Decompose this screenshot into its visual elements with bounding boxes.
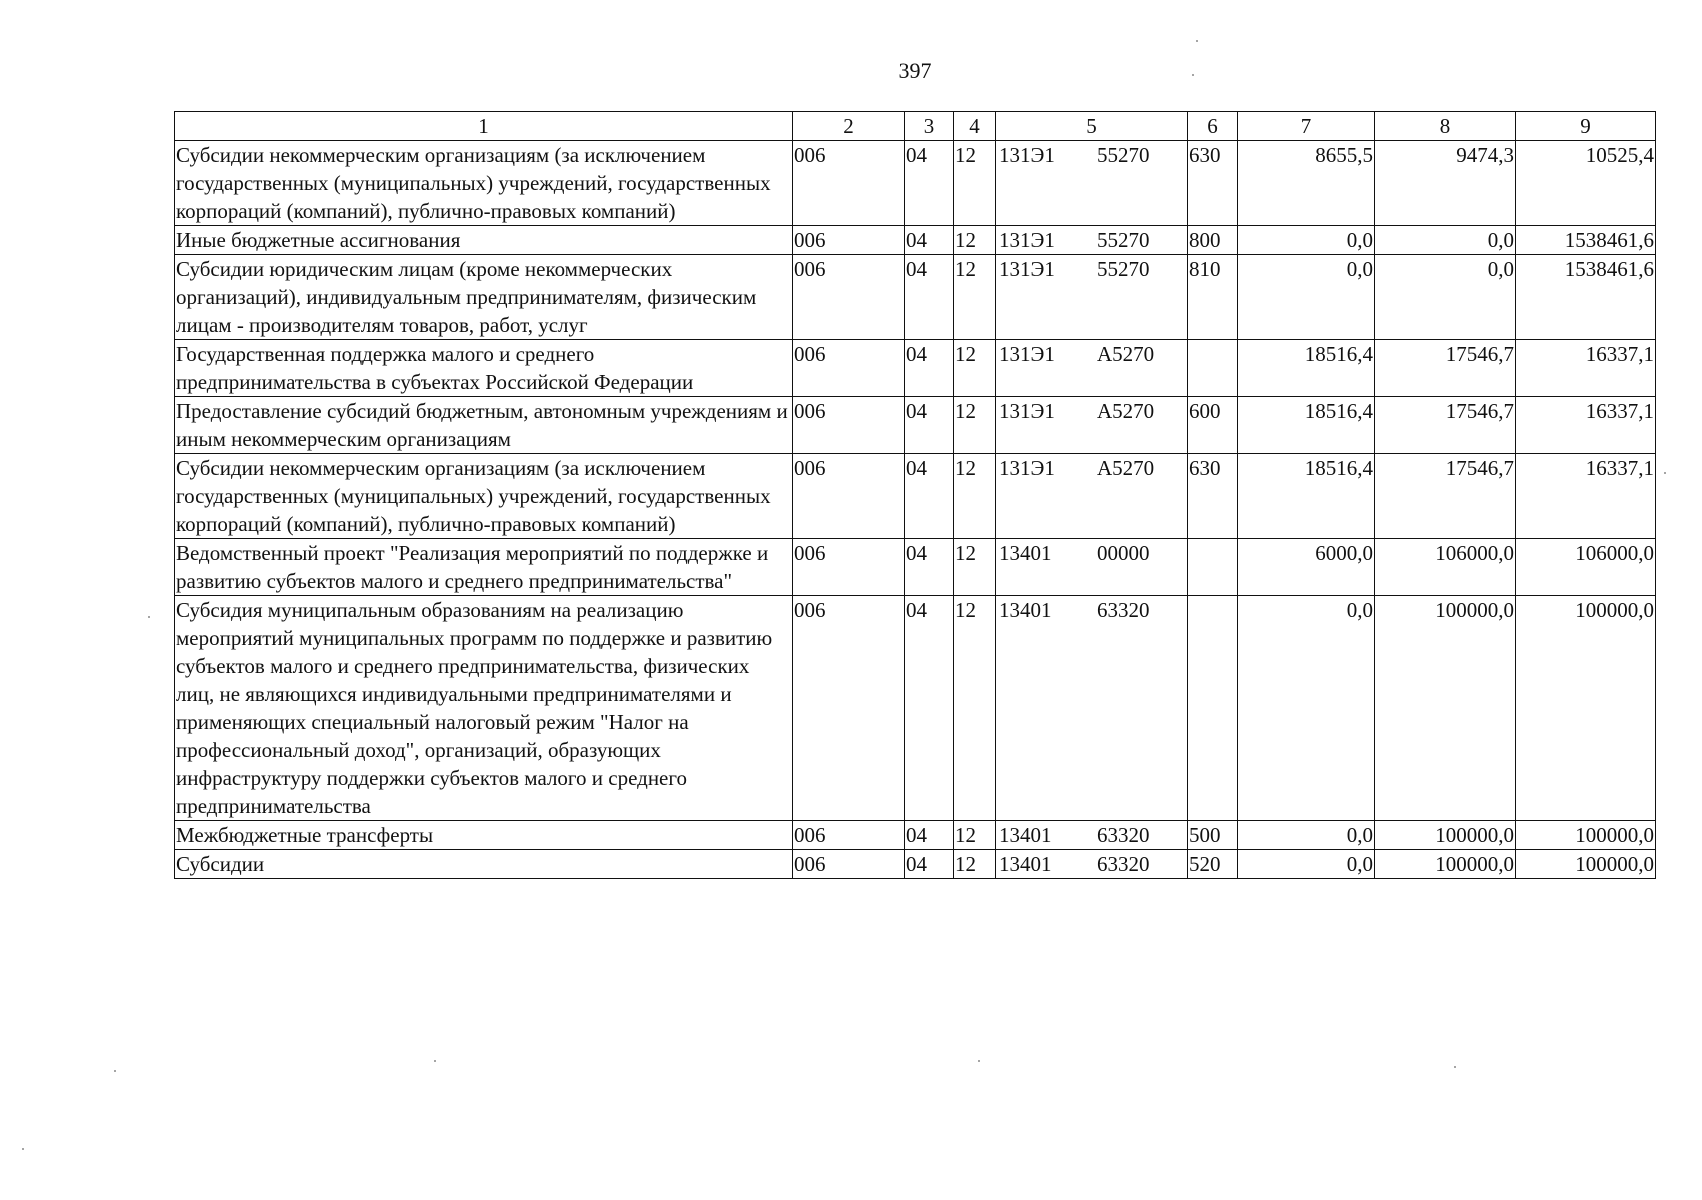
amount-year-1: 8655,5	[1238, 141, 1375, 226]
scan-speck	[148, 616, 150, 618]
amount-year-1: 18516,4	[1238, 340, 1375, 397]
amount-year-2: 9474,3	[1375, 141, 1516, 226]
target-article-code	[996, 454, 1188, 539]
target-article-program: 131Э1	[999, 143, 1055, 167]
table-row	[175, 141, 1656, 226]
expense-type-code	[1188, 340, 1238, 397]
subsection-code: 12	[954, 397, 996, 454]
header-cell-2: 2	[793, 112, 905, 141]
target-article-direction: A5270	[1097, 399, 1155, 423]
expense-type-code	[1188, 596, 1238, 821]
ministry-code: 006	[793, 255, 905, 340]
expense-type-code: 810	[1188, 255, 1238, 340]
amount-year-1: 0,0	[1238, 226, 1375, 255]
scan-speck	[1664, 472, 1666, 474]
section-code: 04	[905, 821, 954, 850]
subsection-code: 12	[954, 454, 996, 539]
table-row	[175, 539, 1656, 596]
subsection-code: 12	[954, 850, 996, 879]
amount-year-1: 18516,4	[1238, 454, 1375, 539]
amount-year-2: 106000,0	[1375, 539, 1516, 596]
expense-type-code	[1188, 539, 1238, 596]
section-code: 04	[905, 340, 954, 397]
row-name: Субсидии юридическим лицам (кроме некоммерческих организаций), индивидуальным предпринимателям, физическим лицам - производителям товаров, работ, услуг	[175, 255, 793, 340]
target-article-program: 13401	[999, 823, 1052, 847]
target-article-direction: A5270	[1097, 456, 1155, 480]
target-article-program: 13401	[999, 598, 1052, 622]
target-article-code	[996, 397, 1188, 454]
scan-speck	[22, 1148, 24, 1150]
target-article-direction: 55270	[1097, 143, 1150, 167]
header-cell-7: 7	[1238, 112, 1375, 141]
table-row	[175, 397, 1656, 454]
section-code: 04	[905, 255, 954, 340]
expense-type-code: 800	[1188, 226, 1238, 255]
amount-year-3: 100000,0	[1516, 850, 1656, 879]
amount-year-1: 18516,4	[1238, 397, 1375, 454]
target-article-program: 131Э1	[999, 342, 1055, 366]
row-name: Субсидии некоммерческим организациям (за исключением государственных (муниципальных) учреждений, государственных корпораций (компаний), публично-правовых компаний)	[175, 141, 793, 226]
ministry-code: 006	[793, 141, 905, 226]
target-article-program: 131Э1	[999, 399, 1055, 423]
row-name: Иные бюджетные ассигнования	[175, 226, 793, 255]
amount-year-2: 0,0	[1375, 226, 1516, 255]
subsection-code: 12	[954, 340, 996, 397]
amount-year-3: 100000,0	[1516, 821, 1656, 850]
target-article-program: 131Э1	[999, 228, 1055, 252]
target-article-direction: 55270	[1097, 228, 1150, 252]
target-article-direction: A5270	[1097, 342, 1155, 366]
amount-year-3: 16337,1	[1516, 340, 1656, 397]
header-row	[175, 112, 1656, 141]
scan-speck	[1192, 74, 1194, 76]
amount-year-3: 1538461,6	[1516, 255, 1656, 340]
target-article-program: 131Э1	[999, 257, 1055, 281]
ministry-code: 006	[793, 821, 905, 850]
subsection-code: 12	[954, 226, 996, 255]
section-code: 04	[905, 226, 954, 255]
amount-year-3: 100000,0	[1516, 596, 1656, 821]
target-article-code	[996, 850, 1188, 879]
ministry-code: 006	[793, 596, 905, 821]
subsection-code: 12	[954, 255, 996, 340]
section-code: 04	[905, 596, 954, 821]
scan-speck	[114, 1070, 116, 1072]
expense-type-code: 520	[1188, 850, 1238, 879]
target-article-code	[996, 141, 1188, 226]
target-article-code	[996, 596, 1188, 821]
header-cell-9: 9	[1516, 112, 1656, 141]
amount-year-2: 100000,0	[1375, 821, 1516, 850]
row-name: Субсидия муниципальным образованиям на реализацию мероприятий муниципальных программ по поддержке и развитию субъектов малого и среднего предпринимательства, физических лиц, не являющихся индивидуальными предпринимателями и применяющих специальный налоговый режим "Налог на профессиональный доход", организаций, образующих инфраструктуру поддержки субъектов малого и среднего предпринимательства	[175, 596, 793, 821]
scan-speck	[1454, 1066, 1456, 1068]
ministry-code: 006	[793, 397, 905, 454]
amount-year-1: 0,0	[1238, 850, 1375, 879]
target-article-program: 131Э1	[999, 456, 1055, 480]
ministry-code: 006	[793, 454, 905, 539]
subsection-code: 12	[954, 539, 996, 596]
amount-year-1: 0,0	[1238, 596, 1375, 821]
target-article-code	[996, 226, 1188, 255]
budget-table	[174, 111, 1656, 879]
amount-year-3: 1538461,6	[1516, 226, 1656, 255]
target-article-code	[996, 255, 1188, 340]
amount-year-2: 17546,7	[1375, 397, 1516, 454]
target-article-direction: 55270	[1097, 257, 1150, 281]
amount-year-2: 100000,0	[1375, 596, 1516, 821]
expense-type-code: 630	[1188, 141, 1238, 226]
target-article-code	[996, 340, 1188, 397]
table-row	[175, 340, 1656, 397]
subsection-code: 12	[954, 821, 996, 850]
row-name: Межбюджетные трансферты	[175, 821, 793, 850]
ministry-code: 006	[793, 340, 905, 397]
ministry-code: 006	[793, 850, 905, 879]
section-code: 04	[905, 539, 954, 596]
table-row	[175, 454, 1656, 539]
amount-year-3: 10525,4	[1516, 141, 1656, 226]
row-name: Субсидии некоммерческим организациям (за исключением государственных (муниципальных) учреждений, государственных корпораций (компаний), публично-правовых компаний)	[175, 454, 793, 539]
ministry-code: 006	[793, 226, 905, 255]
expense-type-code: 630	[1188, 454, 1238, 539]
amount-year-1: 0,0	[1238, 821, 1375, 850]
amount-year-2: 17546,7	[1375, 340, 1516, 397]
header-cell-3: 3	[905, 112, 954, 141]
section-code: 04	[905, 397, 954, 454]
target-article-program: 13401	[999, 541, 1052, 565]
row-name: Предоставление субсидий бюджетным, автономным учреждениям и иным некоммерческим организациям	[175, 397, 793, 454]
table-row	[175, 255, 1656, 340]
amount-year-1: 6000,0	[1238, 539, 1375, 596]
table-row	[175, 226, 1656, 255]
section-code: 04	[905, 141, 954, 226]
table-row	[175, 821, 1656, 850]
amount-year-3: 16337,1	[1516, 454, 1656, 539]
section-code: 04	[905, 454, 954, 539]
target-article-direction: 63320	[1097, 823, 1150, 847]
amount-year-2: 17546,7	[1375, 454, 1516, 539]
subsection-code: 12	[954, 596, 996, 821]
table-row	[175, 596, 1656, 821]
row-name: Субсидии	[175, 850, 793, 879]
expense-type-code: 600	[1188, 397, 1238, 454]
header-cell-8: 8	[1375, 112, 1516, 141]
header-cell-4: 4	[954, 112, 996, 141]
section-code: 04	[905, 850, 954, 879]
target-article-direction: 63320	[1097, 852, 1150, 876]
page-number: 397	[898, 58, 932, 83]
row-name: Государственная поддержка малого и среднего предпринимательства в субъектах Российской Федерации	[175, 340, 793, 397]
amount-year-2: 100000,0	[1375, 850, 1516, 879]
scan-speck	[978, 1060, 980, 1062]
scan-speck	[434, 1060, 436, 1062]
target-article-code	[996, 539, 1188, 596]
amount-year-2: 0,0	[1375, 255, 1516, 340]
table-row	[175, 850, 1656, 879]
header-cell-1: 1	[175, 112, 793, 141]
target-article-code	[996, 821, 1188, 850]
subsection-code: 12	[954, 141, 996, 226]
scan-speck	[1196, 40, 1198, 42]
ministry-code: 006	[793, 539, 905, 596]
expense-type-code: 500	[1188, 821, 1238, 850]
amount-year-3: 16337,1	[1516, 397, 1656, 454]
target-article-program: 13401	[999, 852, 1052, 876]
target-article-direction: 63320	[1097, 598, 1150, 622]
header-cell-5: 5	[996, 112, 1188, 141]
row-name: Ведомственный проект "Реализация мероприятий по поддержке и развитию субъектов малого и среднего предпринимательства"	[175, 539, 793, 596]
amount-year-3: 106000,0	[1516, 539, 1656, 596]
amount-year-1: 0,0	[1238, 255, 1375, 340]
target-article-direction: 00000	[1097, 541, 1150, 565]
header-cell-6: 6	[1188, 112, 1238, 141]
